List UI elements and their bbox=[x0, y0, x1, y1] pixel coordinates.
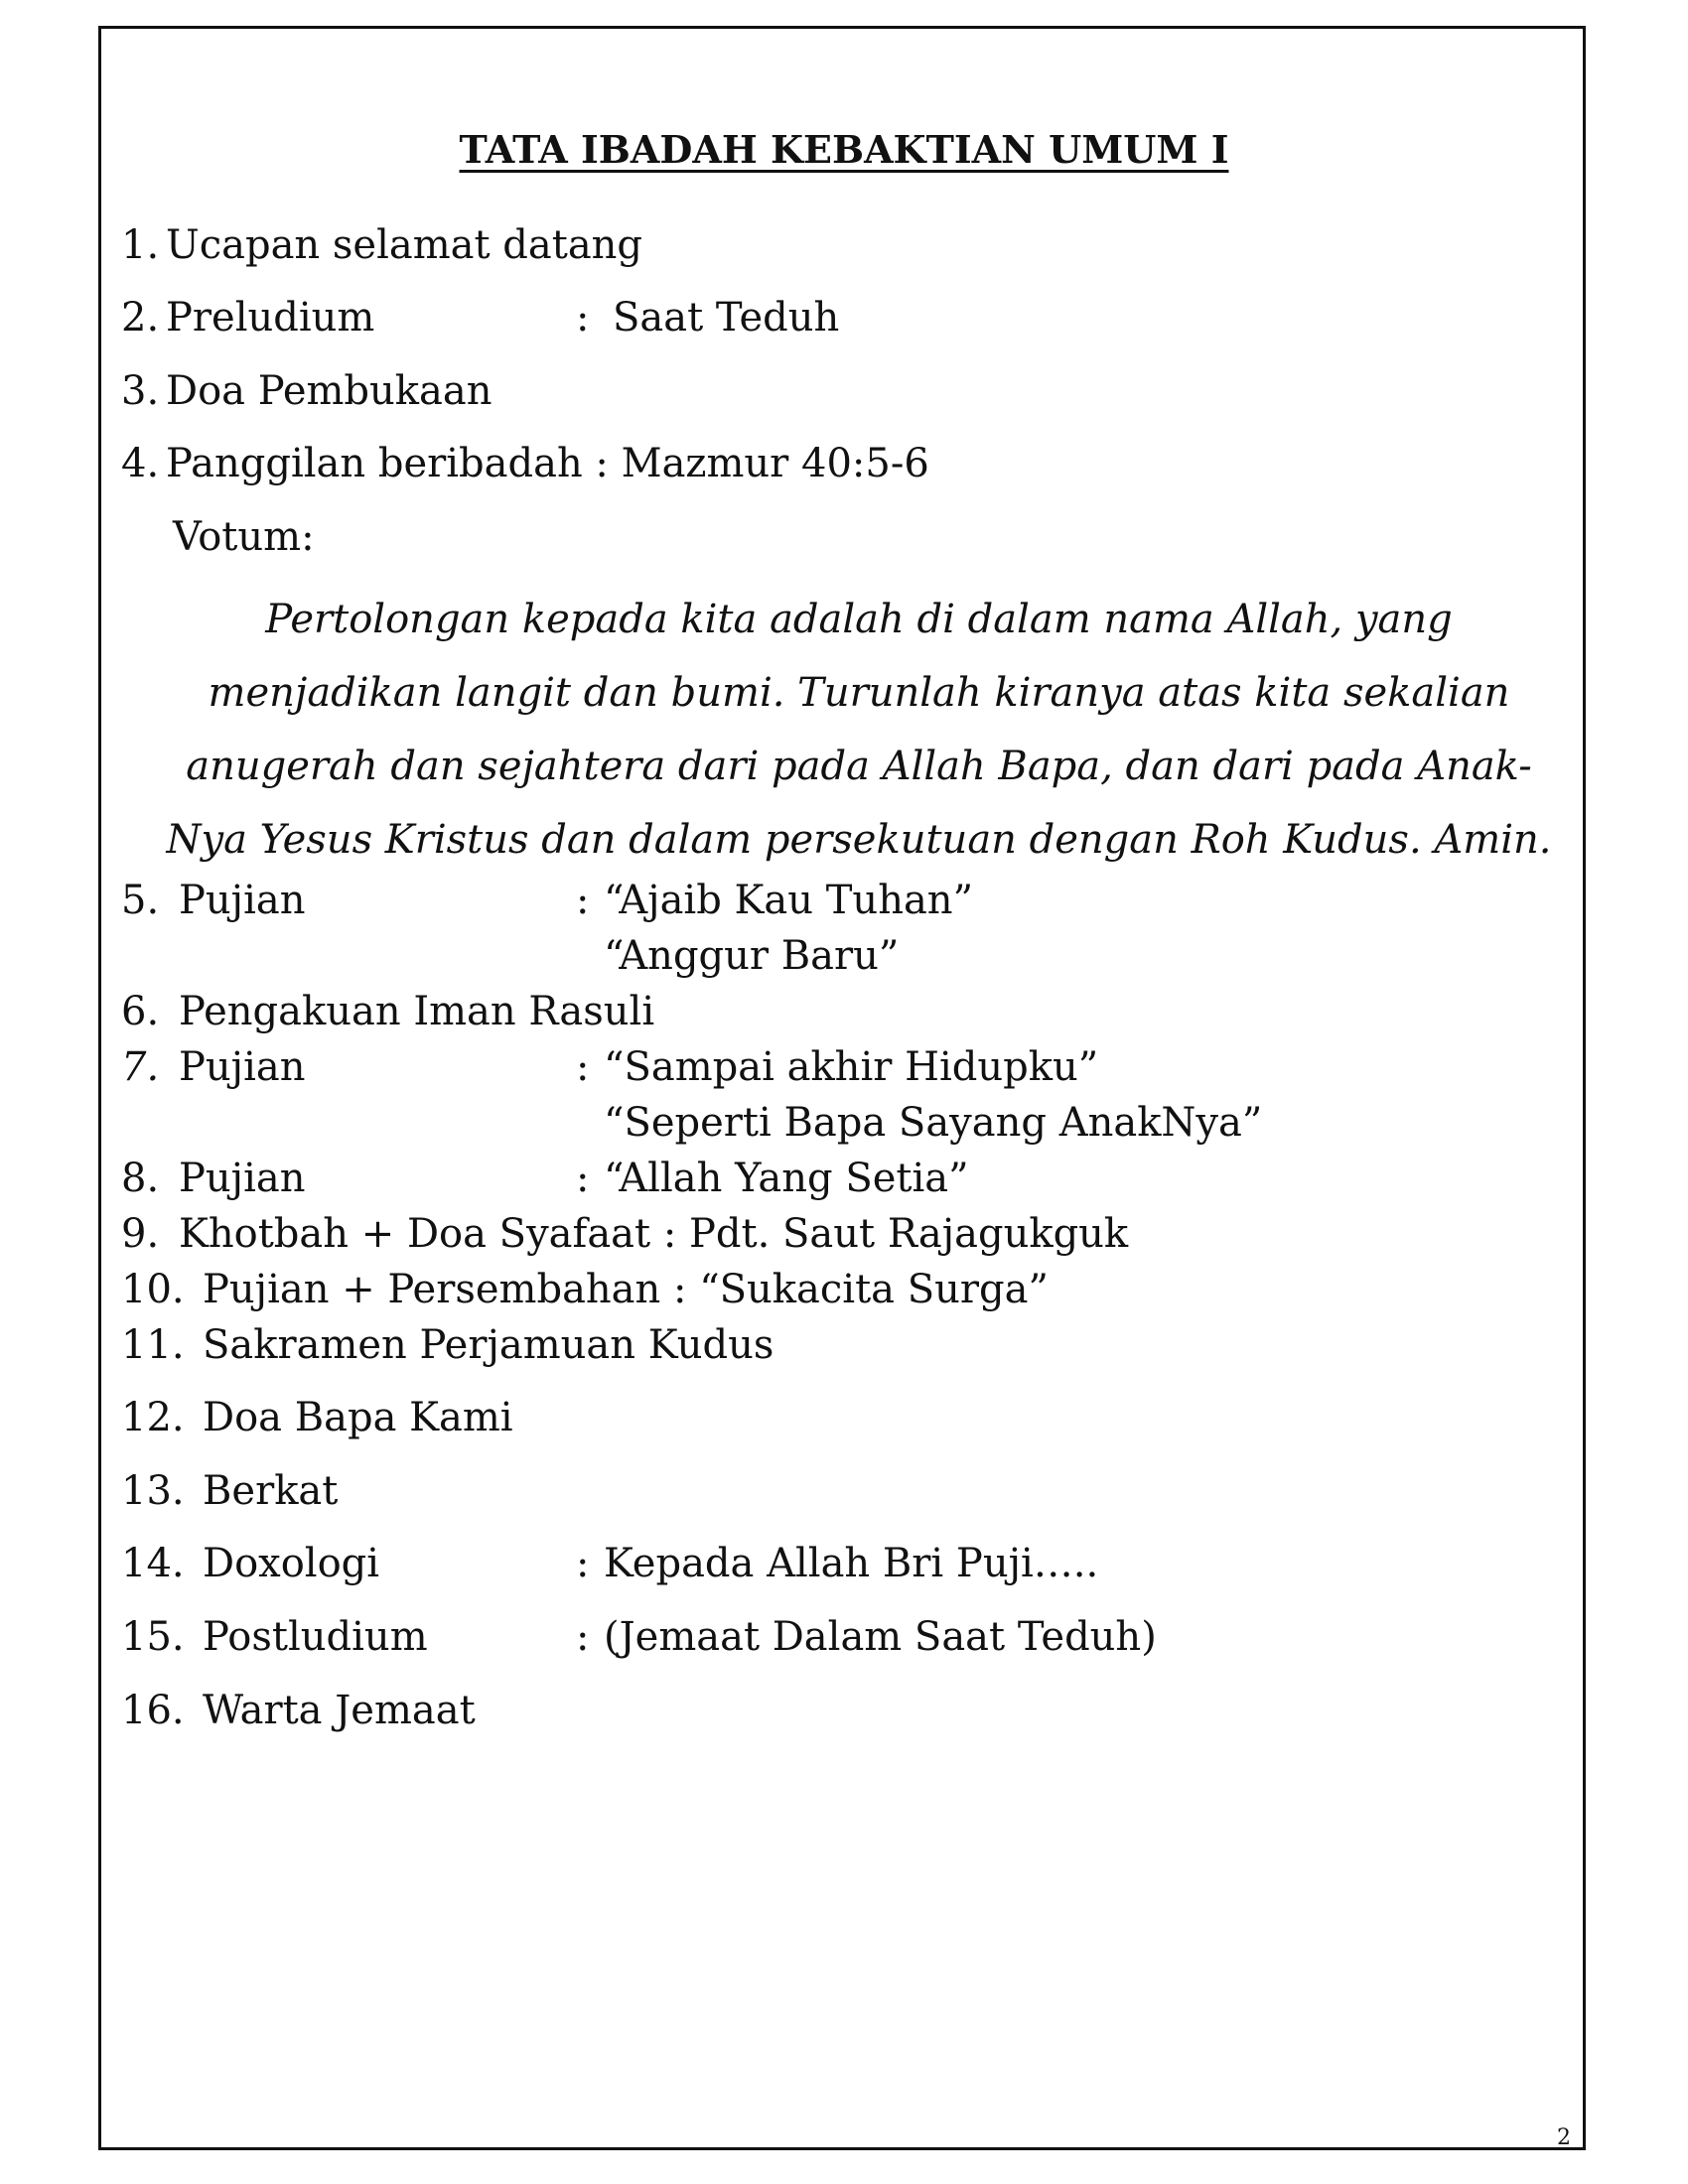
votum-line: menjadikan langit dan bumi. Turunlah kiranya atas kita sekalian bbox=[208, 670, 1510, 716]
item-number: 16. bbox=[121, 1688, 185, 1733]
item-colon: : bbox=[576, 1614, 590, 1660]
page-number: 2 bbox=[1557, 2125, 1571, 2150]
item-value: Kepada Allah Bri Puji….. bbox=[604, 1541, 1099, 1586]
item-value: “Seperti Bapa Sayang AnakNya” bbox=[604, 1100, 1263, 1146]
item-label: Khotbah + Doa Syafaat : Pdt. Saut Rajagukguk bbox=[179, 1211, 1129, 1257]
item-number: 10. bbox=[121, 1267, 185, 1312]
item-label: Doa Pembukaan bbox=[166, 368, 492, 414]
item-label: Pujian bbox=[179, 1156, 306, 1201]
item-number: 1. bbox=[121, 222, 160, 268]
item-label: Pujian bbox=[179, 878, 306, 923]
item-label: Berkat bbox=[203, 1468, 339, 1514]
item-label: Doa Bapa Kami bbox=[203, 1395, 513, 1440]
votum-line: Pertolongan kepada kita adalah di dalam nama Allah, yang bbox=[265, 597, 1453, 642]
item-value: “Allah Yang Setia” bbox=[604, 1156, 969, 1201]
item-value: “Anggur Baru” bbox=[604, 933, 900, 979]
item-colon: : bbox=[576, 1044, 590, 1090]
item-number: 14. bbox=[121, 1541, 185, 1586]
item-number: 8. bbox=[121, 1156, 160, 1201]
votum-text bbox=[149, 583, 1569, 877]
item-number: 6. bbox=[121, 989, 160, 1034]
item-label: Doxologi bbox=[203, 1541, 380, 1586]
item-number: 5. bbox=[121, 878, 160, 923]
item-label: Panggilan beribadah : Mazmur 40:5-6 bbox=[166, 441, 929, 486]
item-label: Ucapan selamat datang bbox=[166, 222, 643, 268]
item-number: 15. bbox=[121, 1614, 185, 1660]
item-colon: : bbox=[576, 295, 590, 341]
item-label: Preludium bbox=[166, 295, 375, 341]
item-value: “Sampai akhir Hidupku” bbox=[604, 1044, 1099, 1090]
item-number: 3. bbox=[121, 368, 160, 414]
item-label: Pengakuan Iman Rasuli bbox=[179, 989, 655, 1034]
item-label: Warta Jemaat bbox=[203, 1688, 476, 1733]
votum-line: anugerah dan sejahtera dari pada Allah Bapa, dan dari pada Anak- bbox=[186, 744, 1532, 789]
votum-line: Nya Yesus Kristus dan dalam persekutuan dengan Roh Kudus. Amin. bbox=[166, 817, 1552, 863]
item-number: 13. bbox=[121, 1468, 185, 1514]
item-number: 4. bbox=[121, 441, 160, 486]
item-number: 11. bbox=[121, 1322, 185, 1368]
item-value: (Jemaat Dalam Saat Teduh) bbox=[604, 1614, 1157, 1660]
item-number: 7. bbox=[121, 1044, 160, 1090]
item-value: Saat Teduh bbox=[613, 295, 840, 341]
item-label: Postludium bbox=[203, 1614, 428, 1660]
item-number: 2. bbox=[121, 295, 160, 341]
item-colon: : bbox=[576, 1541, 590, 1586]
item-colon: : bbox=[576, 1156, 590, 1201]
item-label: Pujian + Persembahan : “Sukacita Surga” bbox=[203, 1267, 1049, 1312]
item-number: 12. bbox=[121, 1395, 185, 1440]
item-colon: : bbox=[576, 878, 590, 923]
item-label: Pujian bbox=[179, 1044, 306, 1090]
votum-label: Votum: bbox=[173, 514, 315, 560]
item-value: “Ajaib Kau Tuhan” bbox=[604, 878, 974, 923]
page-title: TATA IBADAH KEBAKTIAN UMUM I bbox=[459, 127, 1229, 172]
item-label: Sakramen Perjamuan Kudus bbox=[203, 1322, 774, 1368]
item-number: 9. bbox=[121, 1211, 160, 1257]
